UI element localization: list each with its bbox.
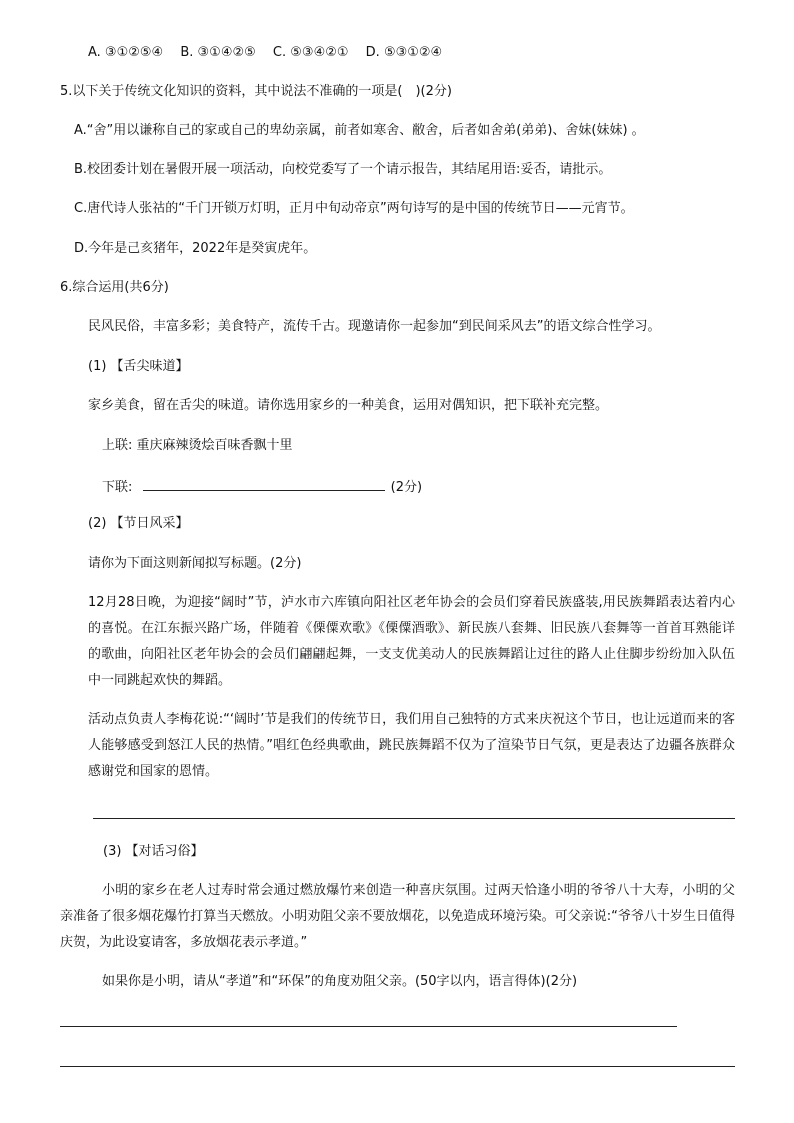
sub1-instruction: 家乡美食，留在舌尖的味道。请你选用家乡的一种美食，运用对偶知识，把下联补充完整。 xyxy=(88,398,609,413)
q4-options: A. ③①②⑤④ B. ③①④②⑤ C. ⑤③④②① D. ⑤③①②④ xyxy=(88,45,443,60)
couplet-lower-answer-blank[interactable] xyxy=(143,476,385,491)
q5-stem: 5.以下关于传统文化知识的资料，其中说法不准确的一项是( )(2分) xyxy=(60,84,452,99)
news-paragraph-1: 12月28日晚，为迎接“阔时”节，泸水市六库镇向阳社区老年协会的会员们穿着民族盛装,用民族舞蹈表达着内心的喜悦。在江东振兴路广场，伴随着《傈僳欢歌》《傈僳酒歌》、新民族八套舞、旧民族八套舞等一首首耳熟能详的歌曲，向阳社区老年协会的会员们翩翩起舞，一支支优美动人的民族舞蹈让过往的路人止住脚步纷纷加入队伍中一同跳起欢快的舞蹈。 xyxy=(88,595,735,688)
sub2-title: (2) 【节日风采】 xyxy=(88,516,189,531)
couplet-upper: 上联: 重庆麻辣烫烩百味香飘十里 xyxy=(102,438,293,453)
sub3-story: 小明的家乡在老人过寿时常会通过燃放爆竹来创造一种喜庆氛围。过两天恰逢小明的爷爷八十大寿，小明的父亲准备了很多烟花爆竹打算当天燃放。小明劝阻父亲不要放烟花，以免造成环境污染。可父亲说:“爷爷八十岁生日值得庆贺，为此设宴请客，多放烟花表示孝道。” xyxy=(60,883,735,950)
q5-option-c: C.唐代诗人张祜的“千门开锁万灯明，正月中旬动帝京”两句诗写的是中国的传统节日——元宵节。 xyxy=(74,201,634,216)
sub3-title: (3) 【对话习俗】 xyxy=(103,844,204,859)
couplet-lower-score: (2分) xyxy=(390,480,423,495)
sub1-title: (1) 【舌尖味道】 xyxy=(88,359,189,374)
couplet-lower-row xyxy=(102,476,422,497)
q6-title: 6.综合运用(共6分) xyxy=(60,280,169,295)
persuasion-answer-line-2[interactable] xyxy=(60,1066,735,1067)
sub3-question: 如果你是小明，请从“孝道”和“环保”的角度劝阻父亲。(50字以内，语言得体)(2分) xyxy=(102,974,578,989)
sub2-instruction: 请你为下面这则新闻拟写标题。(2分) xyxy=(88,556,302,571)
q5-option-d: D.今年是己亥猪年，2022年是癸寅虎年。 xyxy=(74,241,317,256)
news-title-answer-line[interactable] xyxy=(93,818,735,819)
q6-intro: 民风民俗，丰富多彩；美食特产，流传千古。现邀请你一起参加“到民间采风去”的语文综合性学习。 xyxy=(88,319,661,334)
q5-option-b: B.校团委计划在暑假开展一项活动，向校党委写了一个请示报告，其结尾用语:妥否，请批示。 xyxy=(74,162,612,177)
persuasion-answer-line-1[interactable] xyxy=(60,1026,677,1027)
couplet-lower-label: 下联: xyxy=(102,480,133,495)
q5-option-a: A.“舍”用以谦称自己的家或自己的卑幼亲属，前者如寒舍、敝舍，后者如舍弟(弟弟)、舍妹(妹妹) 。 xyxy=(74,123,645,138)
news-paragraph-2: 活动点负责人李梅花说:“‘阔时’节是我们的传统节日，我们用自己独特的方式来庆祝这个节日，也让远道而来的客人能够感受到怒江人民的热情。”唱红色经典歌曲，跳民族舞蹈不仅为了渲染节日气氛，更是表达了边疆各族群众感谢党和国家的恩情。 xyxy=(88,712,735,779)
